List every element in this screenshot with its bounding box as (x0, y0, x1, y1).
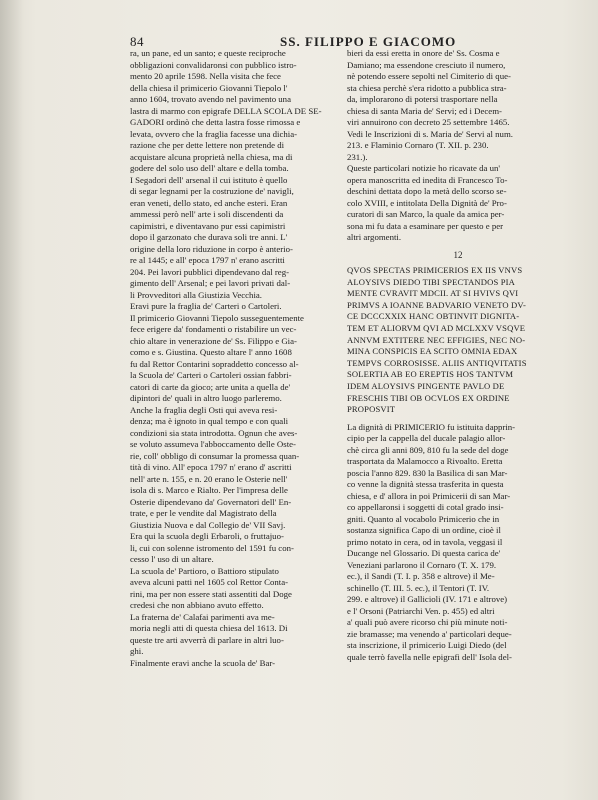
text-line: La dignità di PRIMICERIO fu istituita dapprin- (347, 421, 516, 432)
text-line: La scuola de' Partioro, o Battioro stipulato (130, 565, 279, 576)
text-line: co venne la dignità stessa trasferita in questa (347, 479, 504, 490)
text-line: primo notato in cera, od in tavola, veggasi il (347, 536, 503, 547)
text-line: obbligazioni convalidaronsi con pubblico istro- (130, 59, 297, 70)
text-line: a' quali può avere ricorso chi più minute noti- (347, 617, 508, 628)
text-line: levata, ovvero che la fraglia facesse una dichia- (130, 128, 298, 139)
text-line: GADORI ordinò che detta lastra fosse rimossa e (130, 117, 301, 127)
text-line: li, cui con solenne istromento del 1591 fu con- (130, 542, 294, 553)
text-line: 299. e altrove) il Gallicioli (IV. 171 e altrove) (347, 594, 508, 605)
inscription-line: QVOS SPECTAS PRIMICERIOS EX IIS VNVS (347, 265, 523, 275)
text-line: della chiesa il primicerio Giovanni Tiepolo l' (130, 82, 288, 93)
text-line: quale terrò favella nelle epigrafi dell' Isola del- (347, 651, 512, 662)
text-line: co appellaronsi i soggetti di cotal grado insi- (347, 502, 504, 513)
inscription-line: TEMPVS CORROSISSE. ALIIS ANTIQVITATIS (347, 357, 527, 368)
text-line: poscia l'anno 829. 830 la Basilica di san Mar- (347, 467, 508, 478)
right-column-bottom-text (347, 422, 569, 664)
text-line: denza; ma è ignoto in qual tempo e con quali (130, 416, 289, 426)
text-line: sona mi fu data a esaminare per questo e per (347, 220, 504, 231)
text-line: como e s. Giustina. Questo altare l' anno 1608 (130, 347, 292, 357)
inscription-line: CE DCCCXXIX HANC OBTINVIT DIGNITA- (347, 311, 520, 322)
text-line: Osterie dipendevano da' Governatori dell' En- (130, 496, 292, 507)
text-line: cipio per la cappella del ducale palagio allor- (347, 433, 506, 444)
text-line: I Segadori dell' arsenal il cui istituto è quello (130, 174, 288, 185)
inscription-line: MENTE CVRAVIT MDCII. AT SI HVIVS QVI (347, 288, 519, 299)
text-line: chè circa gli anni 809, 810 fu la sede del doge (347, 444, 509, 455)
text-line: Ducange nel Glossario. Di questa carica de' (347, 548, 501, 559)
text-line: catori di carte da gioco; arte unita a quella de' (130, 381, 291, 392)
text-line: mento 20 aprile 1598. Nella visita che fece (130, 71, 281, 81)
text-line: Anche la fraglia degli Osti qui aveva resi- (130, 404, 278, 415)
text-line: di segar legnami per la costruzione de' navigli, (130, 186, 294, 196)
inscription-line: IDEM ALOYSIVS PINGENTE PAVLO DE (347, 380, 505, 391)
text-line: Era qui la scuola degli Erbaroli, o fruttajuo- (130, 531, 284, 541)
inscription-number: 12 (453, 249, 463, 260)
text-line: 204. Pei lavori pubblici dipendevano dal reg- (130, 266, 290, 277)
text-line: acquistare alcuna proprietà nella chiesa, ma di (130, 151, 293, 162)
text-line: rini, ma per non essere stati assentiti dal Doge (130, 588, 292, 599)
text-line: moria negli atti di questa chiesa del 1613. Di (130, 623, 288, 633)
text-line: credesi che non abbiano avuto effetto. (130, 600, 264, 610)
inscription-line: PROPOSVIT (347, 404, 396, 415)
inscription-line: PRIMVS A IOANNE BADVARIO VENETO DV- (347, 299, 526, 310)
text-line: chiesa, e d' allora in poi Primicerii di san Mar- (347, 490, 511, 501)
text-line: tità di vino. All' epoca 1797 n' erano d' ascritti (130, 462, 292, 472)
text-line: la Scuola de' Carteri o Cartoleri ossian fabbri- (130, 370, 292, 380)
text-line: deschini dettata dopo la metà dello scorso se- (347, 186, 507, 196)
text-line: isola di s. Marco e Rialto. Per l'impresa delle (130, 485, 288, 495)
text-line: lastra di marmo con epigrafe DELLA SCOLA DE SE- (130, 105, 322, 116)
inscription-line: SOLERTIA AB EO EREPTIS HOS TANTVM (347, 369, 514, 380)
latin-inscription (347, 265, 569, 416)
text-line: eran veneti, dello stato, ed anche esteri. Eran (130, 197, 288, 208)
page-number: 84 (130, 34, 144, 49)
text-line: razione che per dette lettere non pretende di (130, 140, 285, 150)
text-line: trasportata da Malamocco a Rivoalto. Eretta (347, 456, 503, 467)
text-line: curatori di san Marco, la quale da amica per- (347, 209, 505, 219)
text-line: capimistri, e diventavano pur essi capimistri (130, 220, 286, 231)
text-line: chio altare in venerazione de' Ss. Filippo e Gia- (130, 335, 297, 346)
text-line: cesso l' uso di un altare. (130, 554, 214, 564)
text-line: colo XVIII, e intitolata Della Dignità de' Pro- (347, 197, 507, 208)
text-line: gniti. Quanto al vocabolo Primicerio che in (347, 513, 500, 524)
text-line: condizioni sia stata introdotta. Ognun che aves- (130, 427, 298, 438)
text-line: dipintori de' quali in altro luogo parleremo. (130, 393, 282, 403)
text-line: origine della loro riduzione in corpo è anterio- (130, 243, 293, 254)
text-line: Giustizia Nuova e dal Collegio de' VII Savj. (130, 519, 286, 530)
text-line: 213. e Flaminio Cornaro (T. XII. p. 230. (347, 140, 489, 150)
page-fold-shadow (0, 0, 24, 800)
text-line: nell' arte n. 155, e n. 20 erano le Osterie nell' (130, 473, 288, 484)
text-line: ra, un pane, ed un santo; e queste reciproche (130, 48, 286, 58)
text-line: ammessi però nell' arte i soli discendenti da (130, 209, 284, 219)
text-line: anno 1604, trovato avendo nel pavimento una (130, 94, 291, 104)
text-line: sostanza significa Capo di un ordine, cioè il (347, 525, 501, 536)
text-line: e l' Orsoni (Patriarchi Ven. p. 455) ed altri (347, 605, 495, 616)
text-line: sta inscrizione, il primicerio Luigi Diedo (del (347, 640, 507, 651)
text-line: li Provveditori alla Giustizia Vecchia. (130, 289, 263, 300)
text-line: Damiano; ma essendone cresciuto il numero, (347, 59, 506, 70)
text-line: zie bramasse; ma venendo a' particolari deque- (347, 628, 512, 639)
running-title: SS. FILIPPO E GIACOMO (280, 34, 457, 49)
text-line: nè potendo essere sepolti nel Cimiterio di que- (347, 71, 511, 81)
inscription-line: ANNVM EXTITERE NEC EFFIGIES, NEC NO- (347, 334, 526, 345)
text-line: Il primicerio Giovanni Tiepolo susseguentemente (130, 312, 304, 323)
text-line: aveva alcuni patti nel 1605 col Rettor Conta- (130, 577, 289, 587)
text-line: bieri da essi eretta in onore de' Ss. Cosma e (347, 48, 500, 58)
text-line: Veneziani parlarono il Cornaro (T. X. 179. (347, 559, 497, 570)
text-line: dopo il garzonato che durava soli tre anni. L' (130, 232, 288, 242)
text-line: sta chiesa perchè s'era ridotto a pubblica stra- (347, 82, 507, 93)
text-line: se voluto assumeva l'abboccamento delle Oste- (130, 439, 296, 449)
text-line: 231.). (347, 151, 368, 162)
inscription-line: FRESCHIS TIBI OB OCVLOS EX ORDINE (347, 392, 510, 403)
text-line: trate, e per le vendite dal Magistrato della (130, 508, 277, 518)
text-line: ec.), il Sandi (T. I. p. 358 e altrove) il Me- (347, 571, 495, 582)
text-line: re al 1445; e all' epoca 1797 n' erano ascritti (130, 255, 285, 265)
text-line: Queste particolari notizie ho ricavate da un' (347, 163, 501, 173)
text-line: rie, coll' obbligo di consumar la promessa quan- (130, 450, 300, 461)
text-line: chiesa di santa Maria de' Servi; ed i Decem- (347, 105, 502, 116)
text-line: ghi. (130, 646, 144, 656)
text-line: schinello (T. III. 5. ec.), il Tentori (T. IV. (347, 582, 490, 593)
text-line: opera manoscritta ed inedita di Francesco To- (347, 174, 508, 185)
text-line: fu dal Rettor Contarini sopraddetto concesso al- (130, 358, 299, 369)
text-line: gimento dell' Arsenal; e pei lavori privati dal- (130, 278, 291, 288)
inscription-line: MINA CONSPICIS EA SCITO OMNIA EDAX (347, 346, 518, 357)
right-text-column (347, 48, 569, 663)
text-line: Finalmente eravi anche la scuola de' Bar- (130, 657, 276, 668)
text-line: altri argomenti. (347, 232, 402, 242)
text-line: godere del solo uso dell' altare e della tomba. (130, 163, 289, 173)
inscription-line: ALOYSIVS DIEDO TIBI SPECTANDOS PIA (347, 276, 516, 287)
text-line: da, implorarono di potersi trasportare nella (347, 94, 498, 104)
text-line: Vedi le Inscrizioni di s. Maria de' Servi al num. (347, 128, 513, 139)
text-line: La fraterna de' Calafai parimenti ava me- (130, 611, 275, 622)
left-text-column (130, 48, 336, 669)
inscription-line: TEM ET ALIORVM QVI AD MCLXXV VSQVE (347, 322, 526, 333)
text-line: viri annuirono con decreto 25 settembre 1465. (347, 117, 510, 127)
text-line: fece erigere da' fondamenti o ristabilire un vec- (130, 324, 297, 334)
right-column-top-text (347, 48, 569, 244)
text-line: queste tre arti avverrà di parlare in altri luo- (130, 634, 284, 645)
text-line: Eravi pure la fraglia de' Carteri o Cartoleri. (130, 301, 282, 311)
